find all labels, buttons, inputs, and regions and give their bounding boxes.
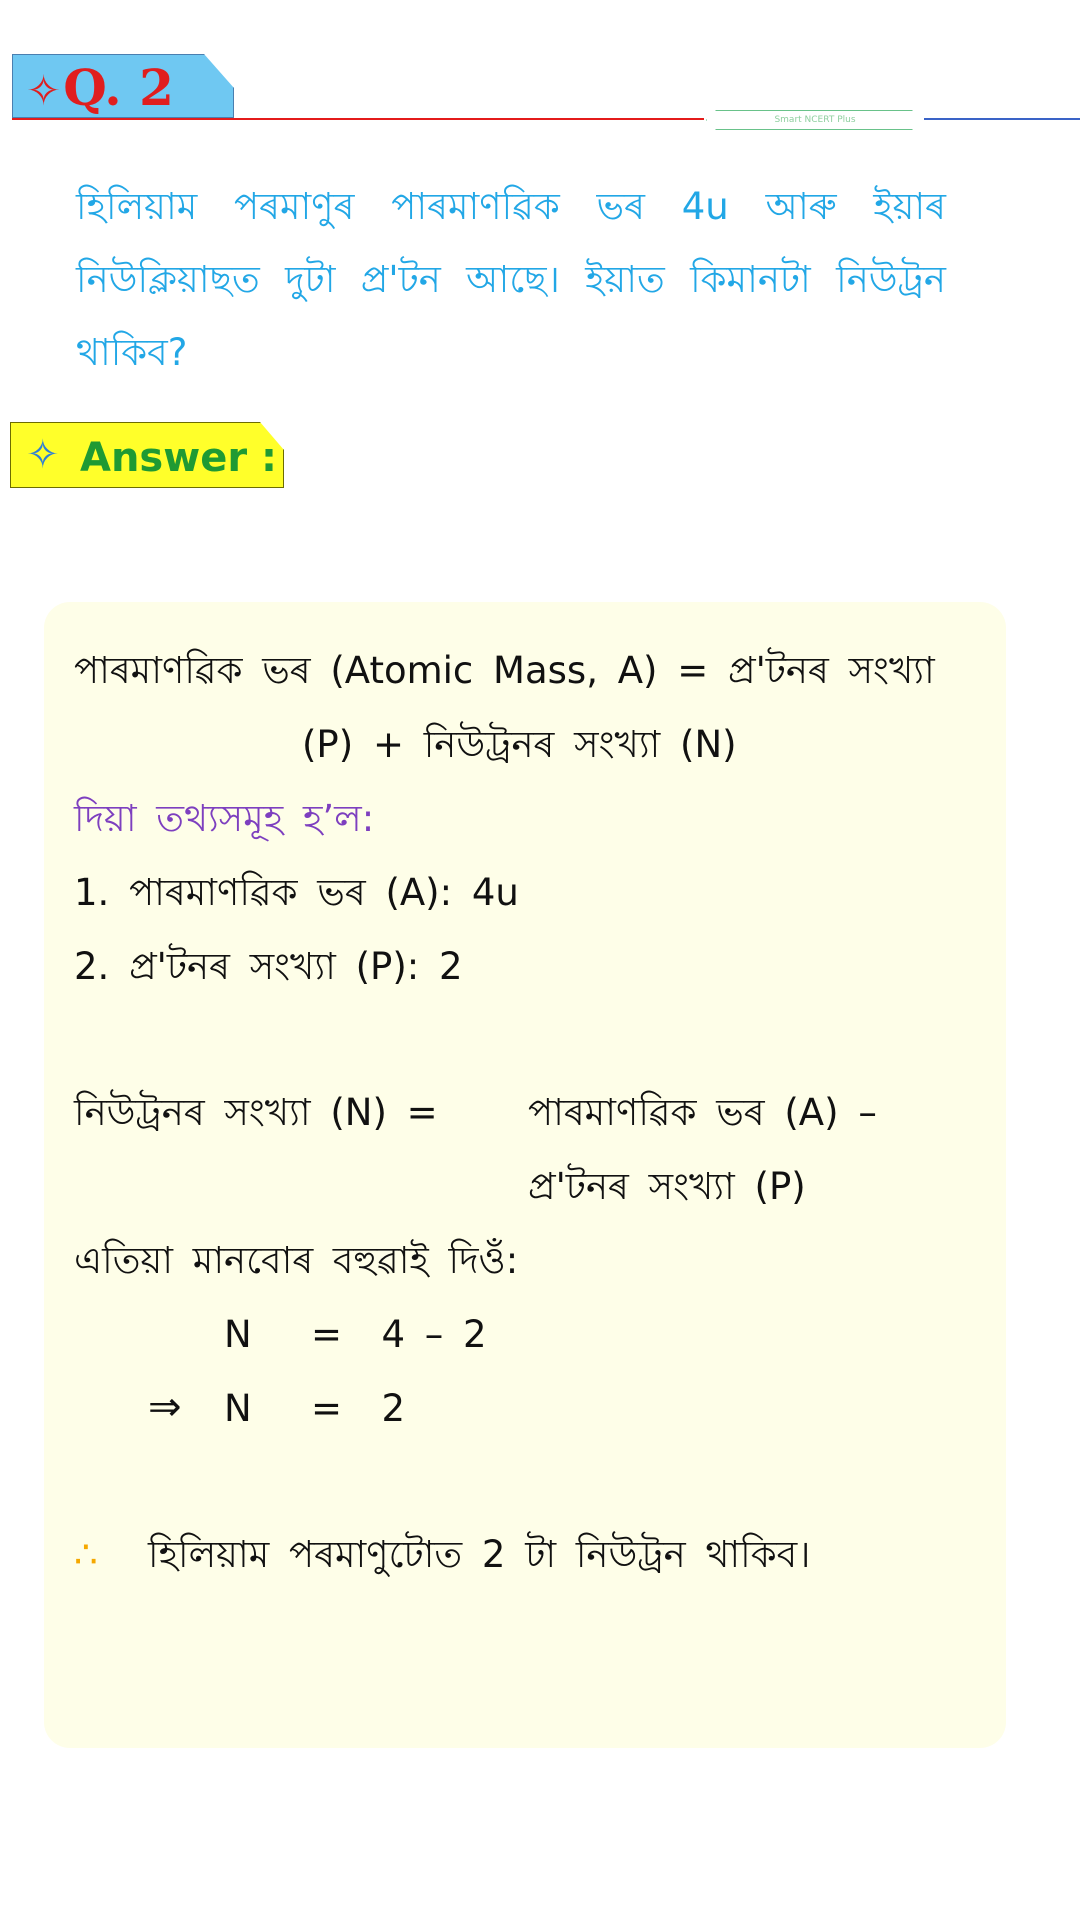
therefore-icon: ∴	[74, 1533, 98, 1576]
given-item-2: 2. প্ৰ'টনৰ সংখ্যা (P): 2	[74, 945, 463, 988]
header-divider-red	[12, 118, 704, 120]
sparkle-icon: ✧	[26, 66, 62, 115]
formula-line-2: (P) + নিউট্ৰনৰ সংখ্যা (N)	[302, 723, 737, 766]
neutron-formula-rhs-1: পাৰমাণৱিক ভৰ (A) –	[528, 1091, 877, 1134]
given-heading: দিয়া তথ্যসমূহ হ’ল:	[74, 797, 375, 840]
question-number-label: Q. 2	[63, 58, 174, 117]
implies-symbol: ⇒	[148, 1384, 182, 1430]
sparkle-icon: ✧	[26, 432, 60, 478]
calculation-step-1: N = 4 – 2	[224, 1313, 487, 1356]
neutron-formula-lhs: নিউট্ৰনৰ সংখ্যা (N) =	[74, 1091, 438, 1134]
answer-label: Answer :	[80, 435, 277, 481]
conclusion-text: হিলিয়াম পৰমাণুটোত 2 টা নিউট্ৰন থাকিব।	[148, 1533, 811, 1576]
given-item-1: 1. পাৰমাণৱিক ভৰ (A): 4u	[74, 871, 519, 914]
neutron-formula-rhs-2: প্ৰ'টনৰ সংখ্যা (P)	[528, 1165, 806, 1208]
calculation-step-2: N = 2	[224, 1387, 406, 1430]
header-divider-blue	[924, 118, 1080, 120]
substitute-text: এতিয়া মানবোৰ বহুৱাই দিওঁ:	[74, 1239, 519, 1282]
question-number	[26, 52, 174, 127]
formula-line-1: পাৰমাণৱিক ভৰ (Atomic Mass, A) = প্ৰ'টনৰ সংখ্যা	[74, 649, 935, 692]
brand-text: Smart NCERT Plus	[774, 115, 856, 125]
question-text: হিলিয়াম পৰমাণুৰ পাৰমাণৱিক ভৰ 4u আৰু ইয়াৰ নিউক্লিয়াছত দুটা প্ৰ'টন আছে। ইয়াত কিমানটা নিউট্ৰন থাকিব?	[76, 185, 946, 374]
